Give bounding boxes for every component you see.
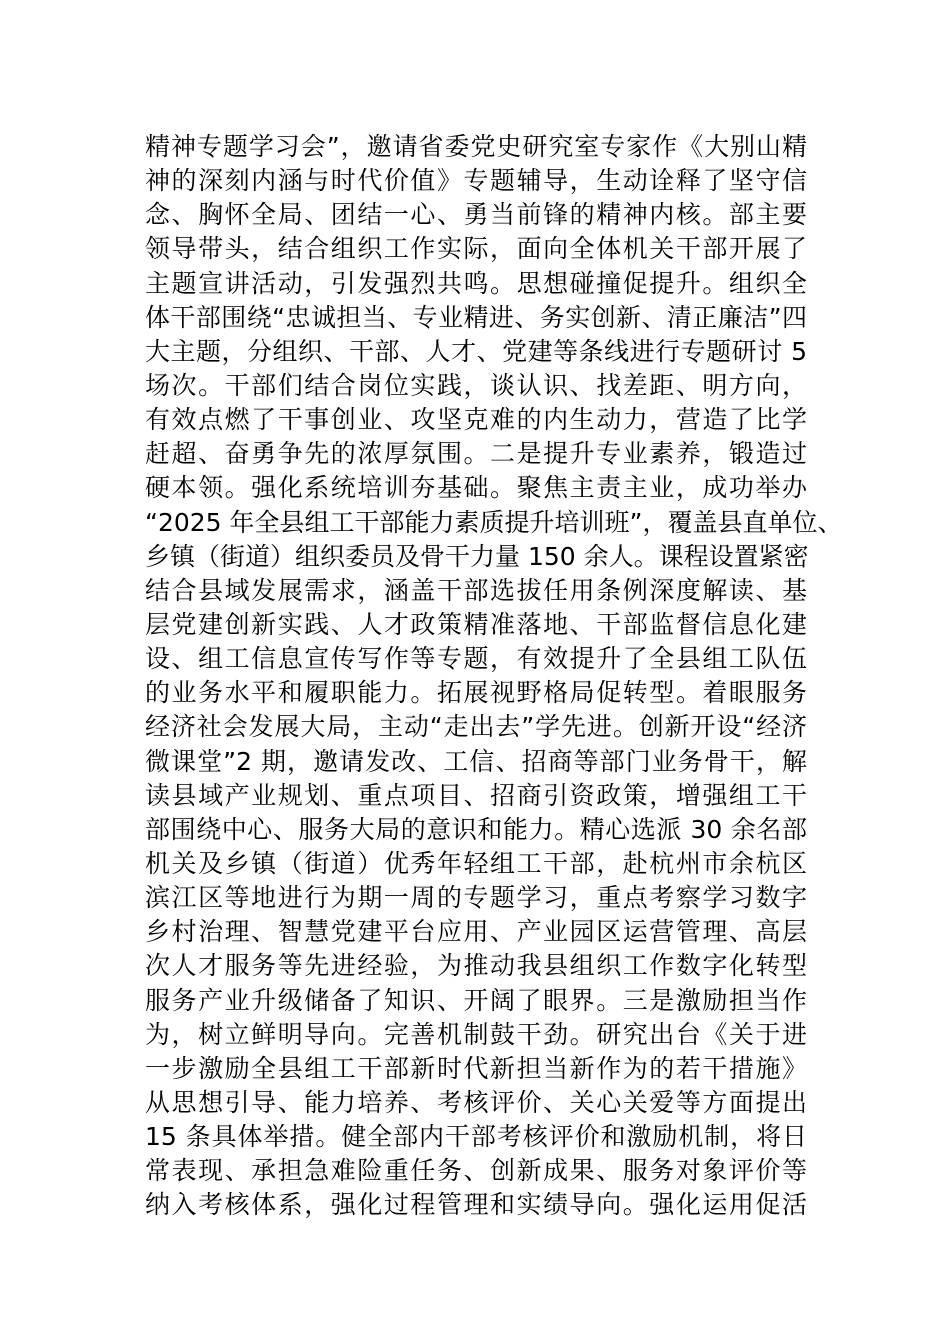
text-line: 为，树立鲜明导向。完善机制鼓干劲。研究出台《关于进	[145, 1019, 807, 1049]
text-line: 领导带头，结合组织工作实际，面向全体机关干部开展了	[145, 234, 807, 264]
text-line: 机关及乡镇（街道）优秀年轻组工干部，赴杭州市余杭区	[145, 848, 807, 878]
text-line: 常表现、承担急难险重任务、创新成果、服务对象评价等	[145, 1156, 807, 1186]
text-line: 大主题，分组织、干部、人才、党建等条线进行专题研讨 5	[145, 336, 807, 366]
text-line: 的业务水平和履职能力。拓展视野格局促转型。着眼服务	[145, 678, 807, 708]
text-line: 念、胸怀全局、团结一心、勇当前锋的精神内核。部主要	[145, 200, 807, 230]
text-line: 纳入考核体系，强化过程管理和实绩导向。强化运用促活	[145, 1190, 807, 1220]
text-line: 次人才服务等先进经验，为推动我县组织工作数字化转型	[145, 951, 807, 981]
document-body	[145, 130, 843, 1223]
text-line: 神的深刻内涵与时代价值》专题辅导，生动诠释了坚守信	[145, 166, 807, 196]
text-line: 有效点燃了干事创业、攻坚克难的内生动力，营造了比学	[145, 405, 807, 435]
text-line: 经济社会发展大局，主动“走出去”学先进。创新开设“经济	[145, 712, 807, 742]
text-line: 硬本领。强化系统培训夯基础。聚焦主责主业，成功举办	[145, 473, 807, 503]
text-line: 主题宣讲活动，引发强烈共鸣。思想碰撞促提升。组织全	[145, 268, 807, 298]
text-line: 滨江区等地进行为期一周的专题学习，重点考察学习数字	[145, 883, 807, 913]
text-line: 读县域产业规划、重点项目、招商引资政策，增强组工干	[145, 780, 807, 810]
text-line: 结合县域发展需求，涵盖干部选拔任用条例深度解读、基	[145, 575, 807, 605]
text-line: 从思想引导、能力培养、考核评价、关心关爱等方面提出	[145, 1087, 807, 1117]
text-line: 体干部围绕“忠诚担当、专业精进、务实创新、清正廉洁”四	[145, 302, 807, 332]
text-line: 设、组工信息宣传写作等专题，有效提升了全县组工队伍	[145, 644, 807, 674]
text-line: 乡村治理、智慧党建平台应用、产业园区运营管理、高层	[145, 917, 807, 947]
text-line: 层党建创新实践、人才政策精准落地、干部监督信息化建	[145, 609, 807, 639]
text-line: 15 条具体举措。健全部内干部考核评价和激励机制，将日	[145, 1122, 807, 1152]
text-line: 服务产业升级储备了知识、开阔了眼界。三是激励担当作	[145, 985, 807, 1015]
text-line: 一步激励全县组工干部新时代新担当新作为的若干措施》	[145, 1053, 807, 1083]
text-line: 乡镇（街道）组织委员及骨干力量 150 余人。课程设置紧密	[145, 541, 809, 571]
text-line: 场次。干部们结合岗位实践，谈认识、找差距、明方向，	[145, 370, 807, 400]
text-line: 精神专题学习会”，邀请省委党史研究室专家作《大别山精	[145, 132, 807, 161]
text-line: 部围绕中心、服务大局的意识和能力。精心选派 30 余名部	[145, 814, 807, 844]
text-line: “2025 年全县组工干部能力素质提升培训班”，覆盖县直单位、	[145, 507, 843, 537]
text-line: 赶超、奋勇争先的浓厚氛围。二是提升专业素养，锻造过	[145, 439, 807, 469]
text-line: 微课堂”2 期，邀请发改、工信、招商等部门业务骨干，解	[145, 746, 807, 776]
